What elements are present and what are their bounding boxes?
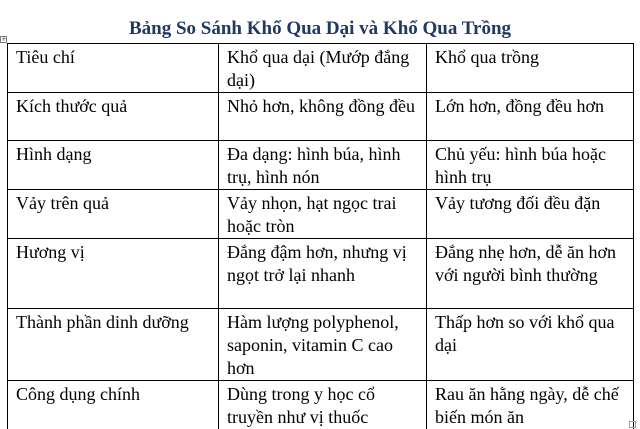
document-title: Bảng So Sánh Khổ Qua Dại và Khổ Qua Trồng	[0, 18, 640, 40]
cultivated-cell: Lớn hơn, đồng đều hơn	[427, 93, 634, 141]
header-cell-cultivated-bitter-melon: Khổ qua trồng	[427, 44, 634, 93]
table-move-handle-icon[interactable]: +	[0, 36, 7, 43]
criteria-cell: Hương vị	[8, 239, 219, 309]
criteria-cell: Công dụng chính	[8, 381, 219, 429]
table-row	[8, 141, 634, 190]
criteria-cell: Kích thước quả	[8, 93, 219, 141]
header-cell-criteria: Tiêu chí	[8, 44, 219, 93]
comparison-table	[7, 43, 634, 429]
table-header-row	[8, 44, 634, 93]
table-row	[8, 190, 634, 239]
criteria-cell: Thành phần dinh dưỡng	[8, 309, 219, 381]
cultivated-cell: Thấp hơn so với khổ qua dại	[427, 309, 634, 381]
wild-cell: Nhỏ hơn, không đồng đều	[219, 93, 427, 141]
table-resize-handle-icon[interactable]	[629, 421, 636, 428]
wild-cell: Đa dạng: hình búa, hình trụ, hình nón	[219, 141, 427, 190]
table-row	[8, 309, 634, 381]
wild-cell: Dùng trong y học cổ truyền như vị thuốc	[219, 381, 427, 429]
header-cell-wild-bitter-melon: Khổ qua dại (Mướp đắng dại)	[219, 44, 427, 93]
wild-cell: Đắng đậm hơn, nhưng vị ngọt trở lại nhanh	[219, 239, 427, 309]
cultivated-cell: Vảy tương đối đều đặn	[427, 190, 634, 239]
criteria-cell: Hình dạng	[8, 141, 219, 190]
wild-cell: Hàm lượng polyphenol, saponin, vitamin C cao hơn	[219, 309, 427, 381]
table-row	[8, 239, 634, 309]
criteria-cell: Vảy trên quả	[8, 190, 219, 239]
cultivated-cell: Rau ăn hằng ngày, dễ chế biến món ăn	[427, 381, 634, 429]
cultivated-cell: Chủ yếu: hình búa hoặc hình trụ	[427, 141, 634, 190]
cultivated-cell: Đắng nhẹ hơn, dễ ăn hơn với người bình thường	[427, 239, 634, 309]
wild-cell: Vảy nhọn, hạt ngọc trai hoặc tròn	[219, 190, 427, 239]
table-row	[8, 93, 634, 141]
table-row	[8, 381, 634, 429]
